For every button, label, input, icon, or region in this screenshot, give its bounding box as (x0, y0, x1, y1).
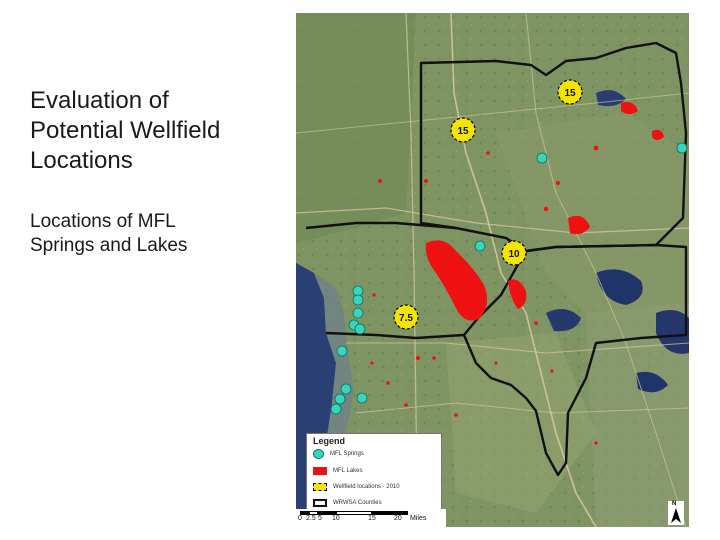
legend-item-label: WRWSA Counties (333, 500, 382, 506)
mfl-lake (550, 369, 553, 372)
wellfield-marker (558, 80, 582, 104)
wellfield-marker (502, 241, 526, 265)
scale-unit-label: Miles (410, 515, 427, 522)
wellfield-label: 15 (457, 126, 469, 137)
slide-title-line: Evaluation of (30, 87, 169, 114)
mfl-lake (378, 179, 382, 183)
slide-title-line: Potential Wellfield (30, 117, 221, 144)
legend-item (313, 497, 382, 509)
mfl-lake (454, 413, 458, 417)
legend-item (313, 448, 364, 460)
mfl-spring (341, 384, 351, 394)
wellfield-marker (451, 118, 475, 142)
scale-bar (296, 509, 446, 527)
north-arrow (668, 501, 684, 525)
lake-swatch-icon (313, 467, 327, 475)
mfl-lake (556, 181, 560, 185)
mfl-lake (432, 356, 436, 360)
mfl-spring (355, 324, 365, 334)
mfl-lake (372, 293, 375, 296)
map-panel (296, 13, 689, 527)
mfl-lake (494, 361, 497, 364)
mfl-lake (424, 179, 428, 183)
mfl-spring (353, 286, 363, 296)
mfl-spring (353, 295, 363, 305)
mfl-lake (594, 441, 597, 444)
scale-tick-label: 20 (394, 515, 402, 522)
mfl-lake (416, 356, 420, 360)
north-label: N (672, 501, 677, 507)
mfl-lake (534, 321, 538, 325)
mfl-spring (337, 346, 347, 356)
wellfield-label: 15 (564, 88, 576, 99)
scale-tick-label: 10 (332, 515, 340, 522)
wellfield-label: 10 (508, 249, 520, 260)
legend-item-label: Wellfield locations - 2010 (333, 484, 400, 490)
legend-item (313, 465, 362, 477)
legend-item-label: MFL Springs (330, 451, 364, 457)
scale-tick-label: 2.5 (306, 515, 316, 522)
scale-segment (372, 511, 408, 515)
scale-segment (336, 511, 372, 515)
mfl-spring (335, 394, 345, 404)
mfl-spring (353, 308, 363, 318)
legend-item (313, 481, 400, 493)
wellfield-label: 7.5 (399, 313, 413, 324)
slide-title-line: Locations (30, 147, 133, 174)
spring-swatch-icon (313, 449, 324, 459)
slide-subtitle (30, 210, 285, 258)
mfl-lake (544, 207, 548, 211)
mfl-spring (677, 143, 687, 153)
legend-title: Legend (313, 436, 346, 446)
mfl-lake (594, 146, 599, 151)
mfl-lake (370, 361, 373, 364)
mfl-spring (331, 404, 341, 414)
mfl-lake (486, 151, 490, 155)
scale-tick-label: 0 (298, 515, 302, 522)
mfl-spring (357, 393, 367, 403)
slide-title (30, 86, 285, 176)
terrain-patch (296, 13, 416, 243)
legend-item-label: MFL Lakes (333, 468, 363, 474)
mfl-spring (537, 153, 547, 163)
county-swatch-icon (313, 499, 327, 507)
scale-tick-label: 15 (368, 515, 376, 522)
slide-subtitle-line: Locations of MFL (30, 211, 176, 232)
mfl-lake (386, 381, 390, 385)
slide-subtitle-line: Springs and Lakes (30, 235, 188, 256)
scale-tick-label: 5 (318, 515, 322, 522)
wellfield-marker (394, 305, 418, 329)
mfl-spring (475, 241, 485, 251)
wellfield-swatch-icon (313, 483, 327, 491)
mfl-lake (404, 403, 408, 407)
